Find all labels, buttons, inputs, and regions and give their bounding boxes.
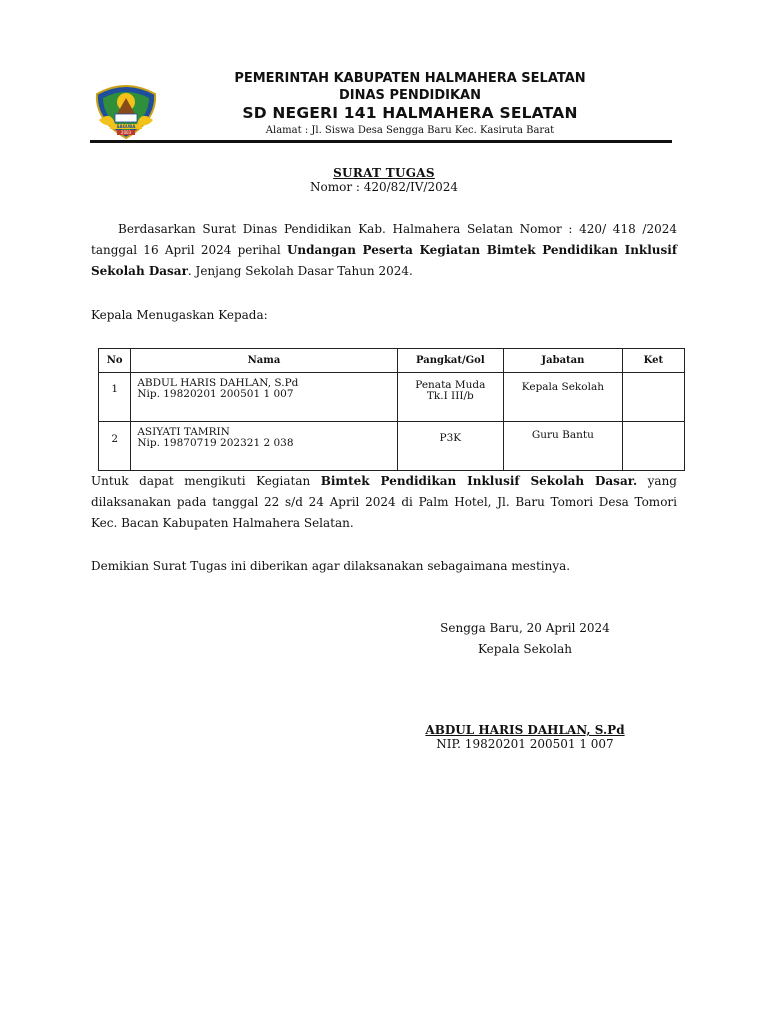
column-header-note: Ket — [622, 349, 684, 373]
letter-number: Nomor : 420/82/IV/2024 — [310, 180, 458, 194]
column-header-rank: Pangkat/Gol — [397, 349, 503, 373]
row-note — [622, 422, 684, 471]
signature-nip: NIP. 19820201 200501 1 007 — [436, 737, 614, 751]
svg-text:SAGUBA: SAGUBA — [116, 124, 136, 130]
row-rank-cell — [397, 422, 503, 471]
row-nip: Nip. 19870719 202321 2 038 — [137, 437, 294, 449]
signature-role: Kepala Sekolah — [478, 642, 572, 656]
row-position: Guru Bantu — [504, 422, 623, 471]
paragraph-reference-tail: . Jenjang Sekolah Dasar Tahun 2024. — [187, 264, 413, 278]
row-number: 1 — [99, 373, 131, 422]
table-row — [99, 422, 685, 471]
table-header-row — [99, 349, 685, 373]
paragraph-activity-subject: Bimtek Pendidikan Inklusif Sekolah Dasar. — [320, 474, 638, 488]
school-heading: SD NEGERI 141 HALMAHERA SELATAN — [242, 104, 578, 122]
school-address: Alamat : Jl. Siswa Desa Sengga Baru Kec. Kasiruta Barat — [265, 125, 555, 136]
row-rank-cell — [397, 373, 503, 422]
regency-logo — [93, 80, 159, 140]
row-number: 2 — [99, 422, 131, 471]
row-note — [622, 373, 684, 422]
department-heading: DINAS PENDIDIKAN — [338, 88, 482, 103]
column-header-no: No — [99, 349, 131, 373]
row-name: ASIYATI TAMRIN — [137, 426, 230, 438]
paragraph-reference-text: Berdasarkan Surat Dinas Pendidikan Kab. Halmahera Selatan Nomor : 420/ 418 /2024 tanggal 16 April 2024 perihal — [91, 222, 677, 257]
paragraph-reference-subject: Undangan Peserta Kegiatan Bimtek Pendidikan Inklusif Sekolah Dasar — [91, 243, 677, 278]
paragraph-reference — [91, 219, 677, 282]
row-position: Kepala Sekolah — [504, 373, 623, 422]
letter-title: SURAT TUGAS — [333, 166, 435, 180]
column-header-position: Jabatan — [504, 349, 623, 373]
row-rank-grade: Tk.I III/b — [426, 390, 474, 402]
paragraph-closing: Demikian Surat Tugas ini diberikan agar dilaksanakan sebagaimana mestinya. — [91, 559, 571, 573]
row-name: ABDUL HARIS DAHLAN, S.Pd — [137, 377, 299, 389]
row-name-cell — [131, 422, 397, 471]
paragraph-activity-text: Untuk dapat mengikuti Kegiatan — [91, 474, 321, 488]
row-nip: Nip. 19820201 200501 1 007 — [137, 388, 294, 400]
row-rank: P3K — [439, 432, 462, 444]
paragraph-activity-tail: yang dilaksanakan pada tanggal 22 s/d 24 April 2024 di Palm Hotel, Jl. Baru Tomori Desa Tomori Kec. Bacan Kabupaten Halmahera Selatan. — [91, 474, 677, 530]
government-heading: PEMERINTAH KABUPATEN HALMAHERA SELATAN — [234, 71, 586, 86]
paragraph-assignment-intro: Kepala Menugaskan Kepada: — [91, 308, 268, 322]
column-header-name: Nama — [131, 349, 397, 373]
signature-place-date: Sengga Baru, 20 April 2024 — [440, 621, 610, 635]
signature-name: ABDUL HARIS DAHLAN, S.Pd — [425, 723, 625, 737]
row-name-cell — [131, 373, 397, 422]
svg-text:2003: 2003 — [120, 130, 132, 135]
row-rank: Penata Muda — [415, 379, 486, 391]
assignee-table — [98, 348, 685, 471]
letterhead-divider — [90, 140, 672, 143]
table-row — [99, 373, 685, 422]
paragraph-activity — [91, 471, 677, 534]
